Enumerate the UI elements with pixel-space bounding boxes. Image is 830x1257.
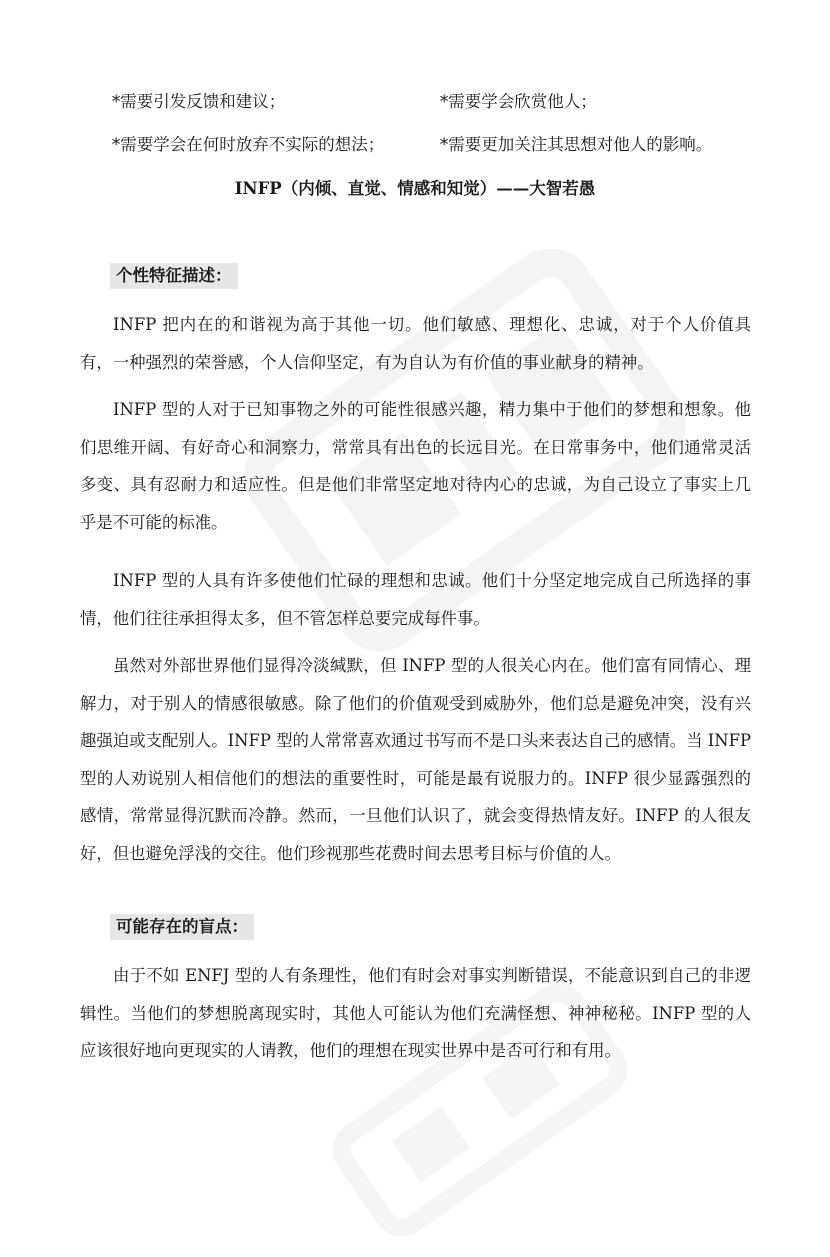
traits-paragraph-3: INFP 型的人具有许多使他们忙碌的理想和忠诚。他们十分坚定地完成自己所选择的事情，他们往往承担得太多，但不管怎样总要完成每件事。	[80, 571, 751, 628]
traits-paragraph-4: 虽然对外部世界他们显得冷淡缄默，但 INFP 型的人很关心内在。他们富有同情心、理解力，对于别人的情感很敏感。除了他们的价值观受到威胁外，他们总是避免冲突，没有兴趣强迫或支配别人。INFP 型的人常常喜欢通过书写而不是口头来表达自己的感情。当 INFP 型的人劝说别人相信他们的想法的重要性时，可能是最有说服力的。INFP 很少显露强烈的感情，常常显得沉默而冷静。然而，一旦他们认识了，就会变得热情友好。INFP 的人很友好，但也避免浮浅的交往。他们珍视那些花费时间去思考目标与价值的人。	[80, 656, 751, 863]
blindspots-paragraph-1: 由于不如 ENFJ 型的人有条理性，他们有时会对事实判断错误，不能意识到自己的非逻辑性。当他们的梦想脱离现实时，其他人可能认为他们充满怪想、神神秘秘。INFP 型的人应该很好地向更现实的人请教，他们的理想在现实世界中是否可行和有用。	[80, 966, 751, 1060]
traits-paragraph-2: INFP 型的人对于已知事物之外的可能性很感兴趣，精力集中于他们的梦想和想象。他们思维开阔、有好奇心和洞察力，常常具有出色的长远目光。在日常事务中，他们通常灵活多变、具有忍耐力和适应性。但是他们非常坚定地对待内心的忠诚，为自己设立了事实上几乎是不可能的标准。	[80, 400, 751, 532]
section-heading-traits: 个性特征描述：	[110, 263, 238, 289]
bullet-impact-on-others: *需要更加关注其思想对他人的影响。	[440, 135, 713, 154]
bullet-let-go-ideas: *需要学会在何时放弃不实际的想法；	[112, 135, 385, 154]
traits-paragraph-1: INFP 把内在的和谐视为高于其他一切。他们敏感、理想化、忠诚，对于个人价值具有，一种强烈的荣誉感，个人信仰坚定，有为自认为有价值的事业献身的精神。	[80, 315, 751, 372]
section-heading-blindspots: 可能存在的盲点：	[110, 914, 254, 940]
bullet-feedback: *需要引发反馈和建议；	[112, 92, 286, 111]
type-title: INFP（内倾、直觉、情感和知觉）——大智若愚	[234, 179, 596, 198]
bullet-appreciate-others: *需要学会欣赏他人；	[440, 92, 597, 111]
